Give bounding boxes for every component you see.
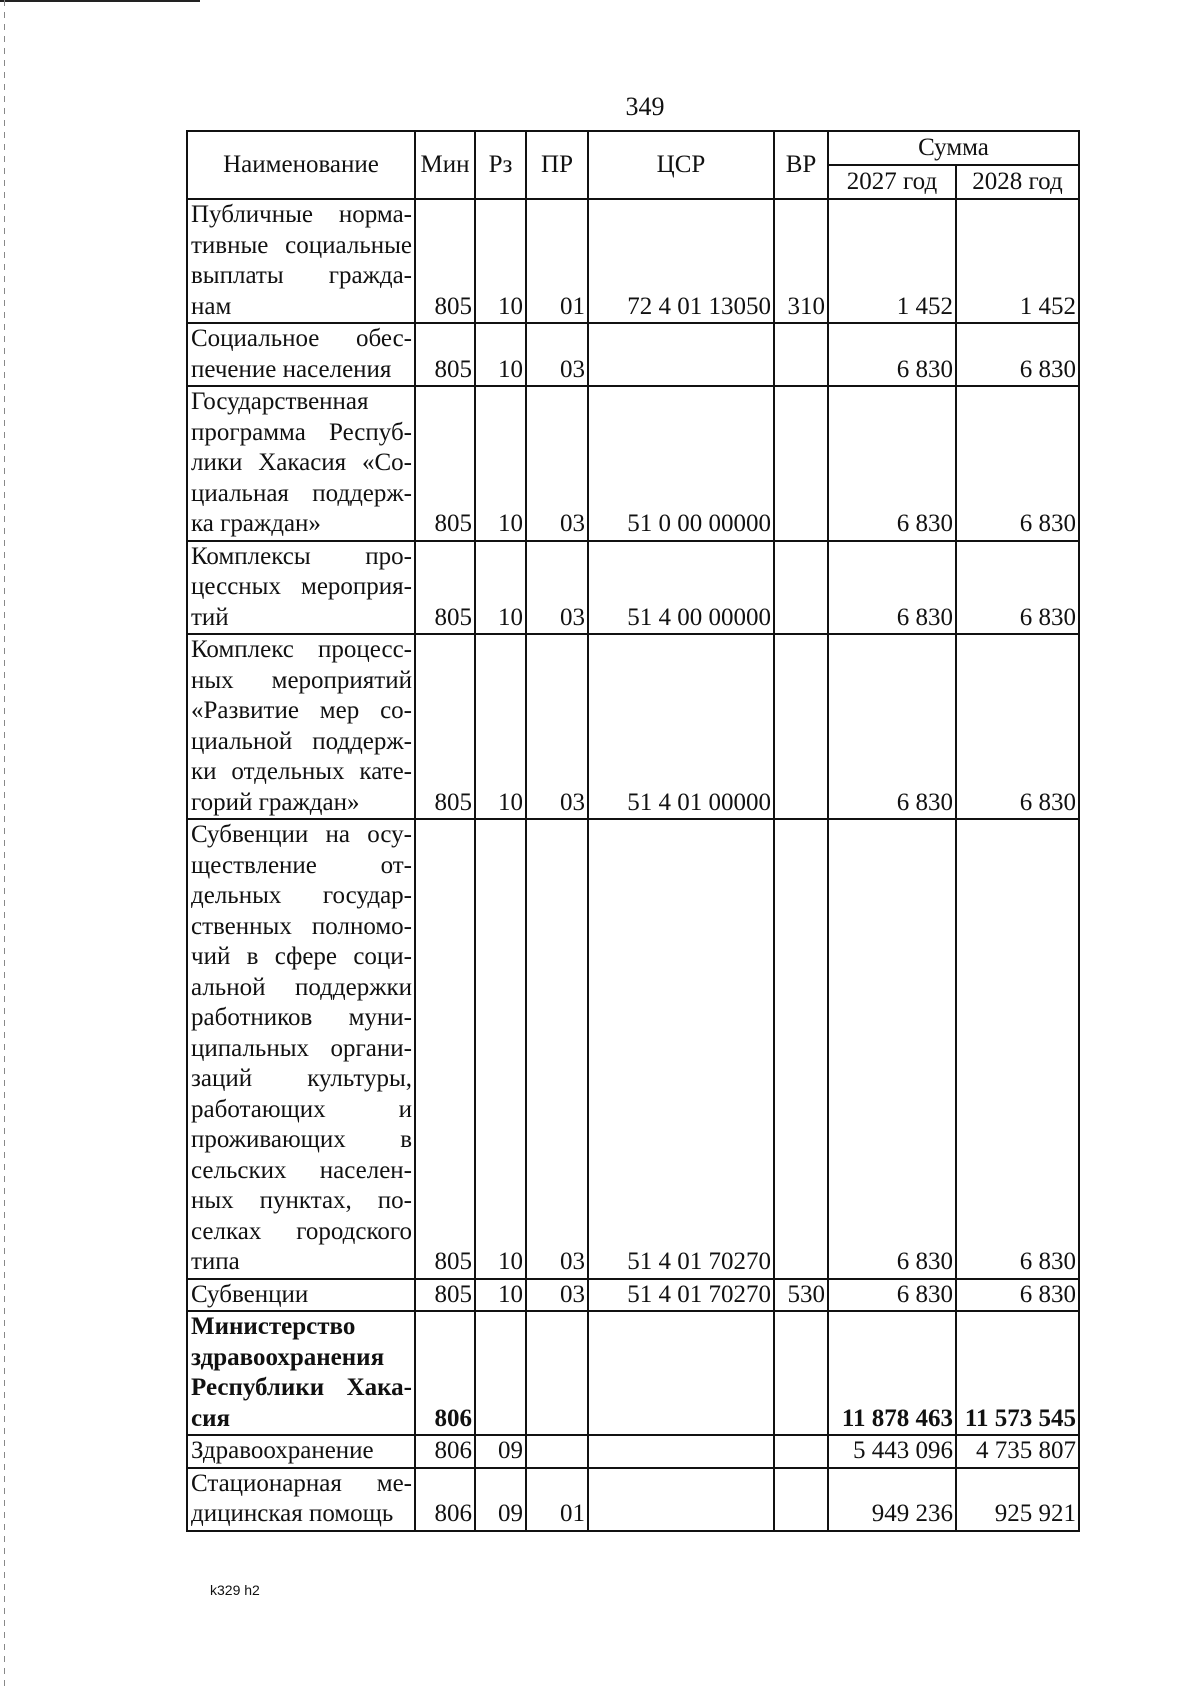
cell-pr: 01 <box>526 199 588 323</box>
header-vr: ВР <box>774 131 828 199</box>
cell-csr: 51 0 00 00000 <box>588 386 774 541</box>
table-row <box>187 323 1079 386</box>
cell-2027: 6 830 <box>828 386 956 541</box>
cell-csr <box>588 323 774 386</box>
cell-rz: 10 <box>475 1279 526 1312</box>
cell-rz: 10 <box>475 634 526 819</box>
left-margin-rule <box>4 0 5 1686</box>
cell-csr <box>588 1311 774 1435</box>
table-row <box>187 199 1079 323</box>
cell-pr <box>526 1311 588 1435</box>
cell-pr: 03 <box>526 386 588 541</box>
cell-csr: 51 4 01 00000 <box>588 634 774 819</box>
cell-2028: 6 830 <box>956 386 1079 541</box>
cell-2028: 11 573 545 <box>956 1311 1079 1435</box>
cell-min: 805 <box>415 819 475 1279</box>
cell-vr <box>774 323 828 386</box>
cell-pr: 01 <box>526 1468 588 1531</box>
cell-rz: 10 <box>475 386 526 541</box>
cell-rz: 10 <box>475 199 526 323</box>
cell-min: 806 <box>415 1311 475 1435</box>
cell-csr <box>588 1468 774 1531</box>
table-row <box>187 819 1079 1279</box>
cell-2027: 11 878 463 <box>828 1311 956 1435</box>
footer-code: k329 h2 <box>210 1582 260 1598</box>
cell-csr: 51 4 01 70270 <box>588 1279 774 1312</box>
cell-min: 805 <box>415 634 475 819</box>
cell-name: Субвенции <box>187 1279 415 1312</box>
header-year-2027: 2027 год <box>828 165 956 199</box>
cell-2027: 6 830 <box>828 541 956 635</box>
cell-vr <box>774 541 828 635</box>
cell-rz <box>475 1311 526 1435</box>
cell-name: Министерство здравоохранения Республики Хака-сия <box>187 1311 415 1435</box>
cell-2027: 6 830 <box>828 819 956 1279</box>
cell-2028: 6 830 <box>956 541 1079 635</box>
cell-rz: 09 <box>475 1468 526 1531</box>
cell-rz: 10 <box>475 819 526 1279</box>
table-row <box>187 1468 1079 1531</box>
cell-vr <box>774 1468 828 1531</box>
cell-name: Здравоохранение <box>187 1435 415 1468</box>
table-body <box>187 199 1079 1531</box>
cell-min: 806 <box>415 1468 475 1531</box>
cell-vr <box>774 819 828 1279</box>
cell-rz: 10 <box>475 323 526 386</box>
cell-2028: 925 921 <box>956 1468 1079 1531</box>
cell-vr <box>774 1435 828 1468</box>
cell-pr: 03 <box>526 541 588 635</box>
cell-name: Социальное обес-печение населения <box>187 323 415 386</box>
table-row <box>187 386 1079 541</box>
top-rule <box>0 0 200 2</box>
cell-csr: 72 4 01 13050 <box>588 199 774 323</box>
cell-pr: 03 <box>526 323 588 386</box>
cell-name: Комплекс процесс-ных мероприятий «Развитие мер со-циальной поддерж-ки отдельных кате-горий граждан» <box>187 634 415 819</box>
header-name: Наименование <box>187 131 415 199</box>
cell-2027: 6 830 <box>828 323 956 386</box>
table-row <box>187 1435 1079 1468</box>
table-row <box>187 1311 1079 1435</box>
cell-min: 805 <box>415 199 475 323</box>
cell-2027: 5 443 096 <box>828 1435 956 1468</box>
cell-vr: 310 <box>774 199 828 323</box>
header-min: Мин <box>415 131 475 199</box>
cell-min: 805 <box>415 386 475 541</box>
cell-csr: 51 4 00 00000 <box>588 541 774 635</box>
cell-pr: 03 <box>526 634 588 819</box>
cell-pr: 03 <box>526 1279 588 1312</box>
cell-rz: 09 <box>475 1435 526 1468</box>
cell-min: 805 <box>415 1279 475 1312</box>
cell-name: Государственная программа Респуб-лики Хакасия «Со-циальная поддерж-ка граждан» <box>187 386 415 541</box>
header-sum: Сумма <box>828 131 1079 165</box>
table-row <box>187 1279 1079 1312</box>
header-pr: ПР <box>526 131 588 199</box>
cell-2027: 6 830 <box>828 634 956 819</box>
cell-min: 805 <box>415 323 475 386</box>
cell-min: 806 <box>415 1435 475 1468</box>
header-year-2028: 2028 год <box>956 165 1079 199</box>
cell-2028: 6 830 <box>956 634 1079 819</box>
cell-vr <box>774 386 828 541</box>
header-csr: ЦСР <box>588 131 774 199</box>
cell-pr <box>526 1435 588 1468</box>
cell-csr <box>588 1435 774 1468</box>
cell-name: Публичные норма-тивные социальные выплаты гражда-нам <box>187 199 415 323</box>
cell-2028: 6 830 <box>956 1279 1079 1312</box>
budget-table <box>186 130 1080 1532</box>
header-rz: Рз <box>475 131 526 199</box>
cell-min: 805 <box>415 541 475 635</box>
cell-2027: 949 236 <box>828 1468 956 1531</box>
cell-2027: 1 452 <box>828 199 956 323</box>
cell-vr <box>774 634 828 819</box>
cell-2028: 6 830 <box>956 323 1079 386</box>
cell-2027: 6 830 <box>828 1279 956 1312</box>
cell-2028: 6 830 <box>956 819 1079 1279</box>
cell-vr: 530 <box>774 1279 828 1312</box>
cell-rz: 10 <box>475 541 526 635</box>
table-row <box>187 541 1079 635</box>
page-number: 349 <box>625 92 665 121</box>
cell-name: Комплексы про-цессных мероприя-тий <box>187 541 415 635</box>
cell-vr <box>774 1311 828 1435</box>
cell-csr: 51 4 01 70270 <box>588 819 774 1279</box>
cell-pr: 03 <box>526 819 588 1279</box>
cell-name: Стационарная ме-дицинская помощь <box>187 1468 415 1531</box>
cell-name: Субвенции на осу-ществление от-дельных государ-ственных полномо-чий в сфере соци-альной поддержки работников муни-ципальных органи-заций культуры, работающих и проживающих в сельских населен-ных пунктах, по-селках городского типа <box>187 819 415 1279</box>
cell-2028: 4 735 807 <box>956 1435 1079 1468</box>
cell-2028: 1 452 <box>956 199 1079 323</box>
table-row <box>187 634 1079 819</box>
